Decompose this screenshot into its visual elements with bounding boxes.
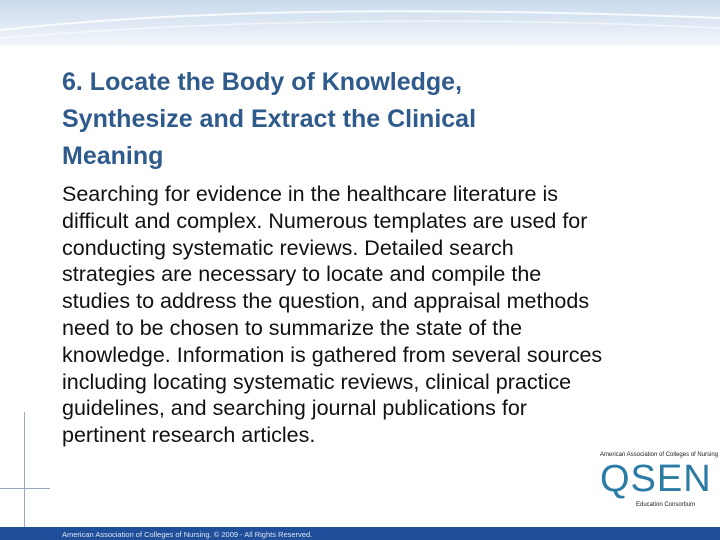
logo-subtitle-text: Education Consortium [636, 502, 696, 508]
body-line: need to be chosen to summarize the state of the [62, 315, 523, 340]
body-line: Searching for evidence in the healthcare literature is [62, 182, 558, 206]
logo-wordmark: QSEN [600, 458, 712, 500]
body-line: strategies are necessary to locate and compile the [62, 262, 542, 287]
body-line: knowledge. Information is gathered from several sources [62, 342, 603, 367]
body-line: conducting systematic reviews. Detailed search [62, 235, 514, 260]
decorative-vertical-rule [24, 412, 25, 540]
header-band [0, 0, 720, 46]
title-line: Meaning [62, 142, 164, 170]
title-line: Synthesize and Extract the Clinical [62, 105, 477, 133]
body-line: difficult and complex. Numerous templates are used for [62, 208, 588, 233]
body-line: studies to address the question, and appraisal methods [62, 289, 590, 314]
title-line: 6. Locate the Body of Knowledge, [62, 68, 463, 96]
qsen-logo [598, 452, 719, 522]
logo-organization-text: American Association of Colleges of Nursing [600, 452, 719, 458]
body-line: pertinent research articles. [62, 423, 316, 448]
footer-copyright: American Association of Colleges of Nursing. © 2009 - All Rights Reserved. [62, 530, 313, 539]
slide-body [62, 181, 692, 449]
body-line: including locating systematic reviews, clinical practice [62, 369, 572, 394]
slide-title [62, 64, 662, 175]
body-line: guidelines, and searching journal publications for [62, 396, 527, 421]
header-swoosh [0, 0, 720, 46]
decorative-horizontal-rule [0, 488, 50, 489]
